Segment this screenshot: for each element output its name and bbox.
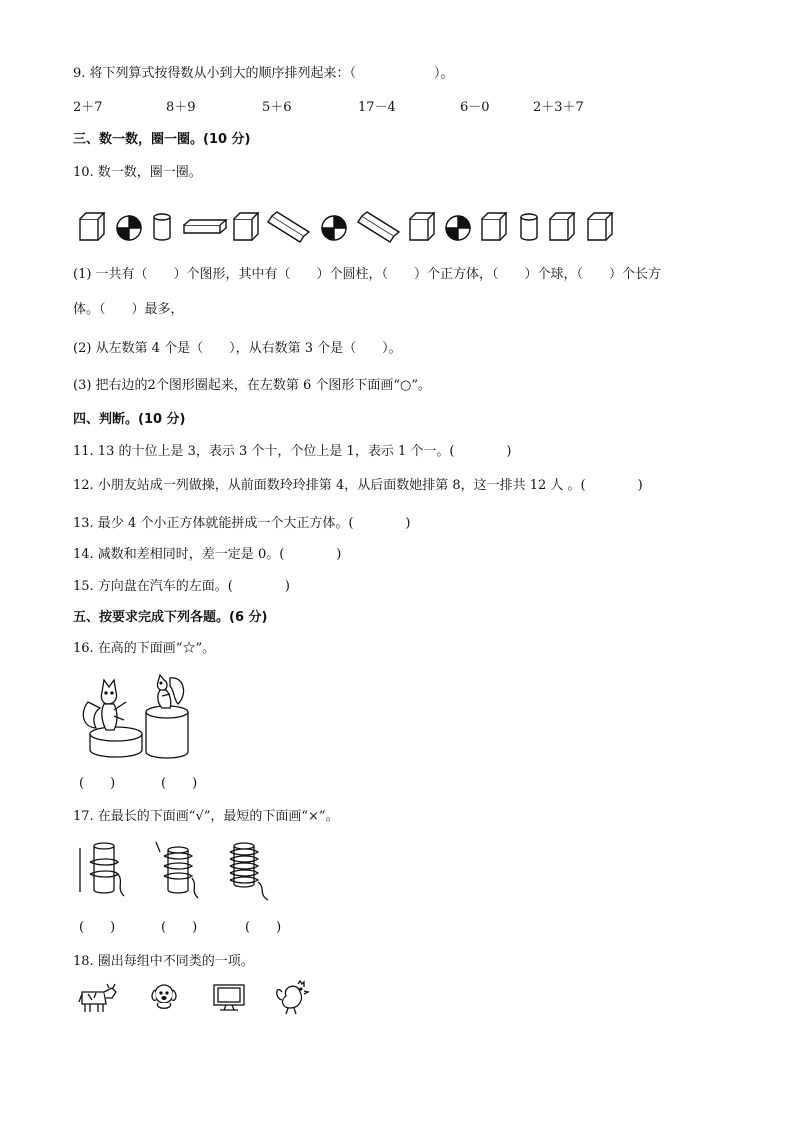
- q9-expr-3: 5＋6: [262, 100, 292, 115]
- cube-icon: [482, 213, 506, 240]
- cylinder-icon: [154, 214, 170, 240]
- q10-part1-line1: (1) 一共有（ ）个图形，其中有（ ）个圆柱，（ ）个正方体，（ ）个球，（ ）个长方: [73, 267, 662, 282]
- monitor-icon: [214, 985, 244, 1010]
- judge-item-15: 15. 方向盘在汽车的左面。( ): [73, 579, 290, 594]
- q16-picture: [78, 672, 200, 762]
- squirrel-icon: [157, 675, 183, 708]
- section-title-3: 三、数一数，圈一圈。(10 分): [73, 132, 251, 147]
- rooster-icon: [277, 981, 308, 1014]
- q16-blank-2: ( ): [161, 776, 198, 791]
- cube-icon: [410, 213, 434, 240]
- fox-icon: [83, 680, 126, 730]
- cube-icon: [234, 213, 258, 240]
- judge-item-13: 13. 最少 4 个小正方体就能拼成一个大正方体。( ): [73, 516, 411, 531]
- cuboid-icon: [268, 212, 309, 242]
- cube-icon: [80, 213, 104, 240]
- cuboid-icon: [358, 212, 399, 242]
- q10-part3: (3) 把右边的2个图形圈起来，在左数第 6 个图形下面画“○”。: [73, 378, 431, 393]
- ball-icon: [446, 216, 470, 240]
- cylinder-icon: [521, 214, 537, 240]
- judge-item-12: 12. 小朋友站成一列做操，从前面数玲玲排第 4，从后面数她排第 8，这一排共 12 人 。( ): [73, 478, 643, 493]
- q9-expr-2: 8＋9: [166, 100, 196, 115]
- q17-blank-3: ( ): [245, 920, 282, 935]
- q18-picture: [78, 980, 318, 1016]
- q9-expr-1: 2＋7: [73, 100, 103, 115]
- cube-icon: [588, 213, 612, 240]
- q18-text: 18. 圈出每组中不同类的一项。: [73, 954, 254, 969]
- q10-part1-line2: 体。（ ）最多，: [73, 302, 184, 317]
- q17-text: 17. 在最长的下面画“√”，最短的下面画“×”。: [73, 809, 339, 824]
- cube-icon: [550, 213, 574, 240]
- shapes-row: [72, 208, 632, 248]
- q9-expr-5: 6－0: [460, 100, 490, 115]
- cow-icon: [79, 984, 116, 1012]
- q9-text: 9. 将下列算式按得数从小到大的顺序排列起来：（ ）。: [73, 66, 454, 81]
- q10-text: 10. 数一数，圈一圈。: [73, 165, 202, 180]
- tall-cylinder-icon: [146, 706, 188, 758]
- dog-icon: [152, 985, 176, 1008]
- string-cylinder-3-icon: [230, 843, 268, 900]
- cuboid-icon: [184, 220, 226, 233]
- judge-item-11: 11. 13 的十位上是 3，表示 3 个十，个位上是 1，表示 1 个一。( ): [73, 444, 512, 459]
- q9-expr-4: 17－4: [358, 100, 396, 115]
- q17-blank-1: ( ): [79, 920, 116, 935]
- q16-blank-1: ( ): [79, 776, 116, 791]
- q17-blank-2: ( ): [161, 920, 198, 935]
- q9-expr-6: 2＋3＋7: [533, 100, 584, 115]
- string-cylinder-1-icon: [80, 843, 124, 896]
- ball-icon: [117, 216, 141, 240]
- string-cylinder-2-icon: [156, 842, 198, 898]
- section-title-4: 四、判断。(10 分): [73, 412, 186, 427]
- q10-part2: (2) 从左数第 4 个是（ ），从右数第 3 个是（ ）。: [73, 341, 402, 356]
- section-title-5: 五、按要求完成下列各题。(6 分): [73, 610, 268, 625]
- low-cylinder-icon: [90, 727, 142, 757]
- q16-text: 16. 在高的下面画“☆”。: [73, 641, 216, 656]
- q17-picture: [76, 838, 272, 904]
- judge-item-14: 14. 减数和差相同时，差一定是 0。( ): [73, 547, 342, 562]
- ball-icon: [322, 216, 346, 240]
